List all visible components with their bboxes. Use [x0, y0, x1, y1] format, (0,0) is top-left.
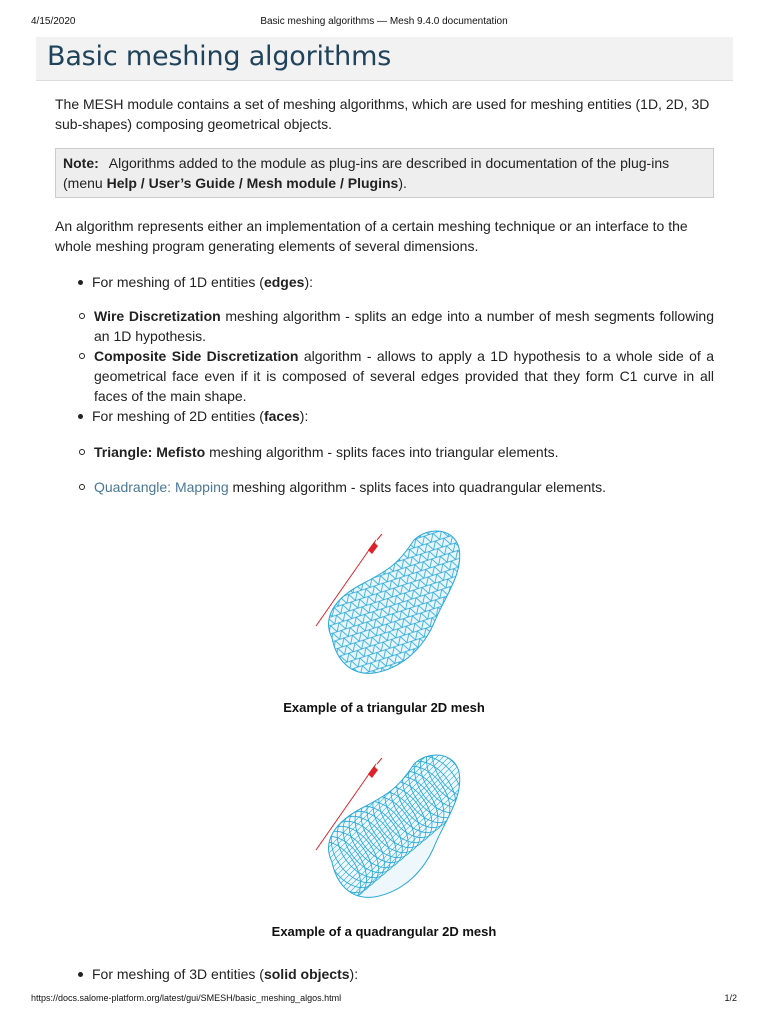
quadrangular-mesh-image	[294, 752, 474, 902]
print-header	[31, 16, 737, 30]
triangle-mefisto-desc: meshing algorithm - splits faces into triangular elements.	[205, 444, 559, 460]
wire-discretization-name: Wire Discretization	[94, 308, 221, 324]
quadrangle-mapping-desc: meshing algorithm - splits faces into quadrangular elements.	[228, 479, 607, 495]
item-2d-text: For meshing of 2D entities (	[92, 408, 264, 424]
page-number: 1/2	[724, 993, 737, 1003]
item-1d-bold: edges	[263, 274, 305, 290]
sub-list-2d	[55, 442, 714, 497]
note-text: Algorithms added to the module as plug-ins are described in documentation of the plug-ins (menu	[63, 155, 670, 191]
main-content	[55, 94, 714, 497]
triangle-mefisto-name: Triangle: Mefisto	[94, 444, 206, 460]
composite-side-desc: algorithm - allows to apply a 1D hypothesis to a whole side of a geometrical face even if it is composed of several edges provided that they form C1 curve in all faces of the main shape.	[94, 348, 714, 404]
page-title: Basic meshing algorithms	[47, 41, 392, 72]
quadrangular-mesh-surface	[294, 752, 474, 902]
note-menu-path: Help / User’s Guide / Mesh module / Plugins	[106, 175, 399, 191]
print-url: https://docs.salome-platform.org/latest/gui/SMESH/basic_meshing_algos.html	[31, 993, 342, 1003]
axis-marker-icon	[368, 766, 378, 778]
content-3d	[55, 964, 714, 984]
item-2d-bold: faces	[263, 408, 300, 424]
sub-list-1d	[55, 306, 714, 406]
item-3d-end: ):	[349, 966, 359, 982]
item-2d-end: ):	[299, 408, 309, 424]
list-item-composite-side	[55, 346, 714, 406]
triangular-mesh-surface	[294, 528, 474, 678]
list-item-triangle-mefisto	[55, 442, 714, 462]
sub-list-1d-container	[55, 306, 714, 406]
quadrangle-mapping-link[interactable]: Quadrangle: Mapping	[94, 479, 229, 495]
composite-side-name: Composite Side Discretization	[94, 348, 299, 364]
triangular-mesh-image	[294, 528, 474, 678]
page-title-bar	[36, 37, 733, 81]
item-3d-text: For meshing of 3D entities (	[92, 966, 264, 982]
wire-discretization-desc: meshing algorithm - splits an edge into a number of mesh segments following an 1D hypothesis.	[94, 308, 715, 344]
note-box	[55, 148, 714, 198]
dimension-list	[55, 272, 714, 497]
sub-list-2d-container	[55, 442, 714, 497]
dimension-list-3d	[55, 964, 714, 984]
axis-marker-icon	[368, 542, 378, 554]
print-footer	[31, 993, 737, 1007]
intro-paragraph: The MESH module contains a set of meshing algorithms, which are used for meshing entities (1D, 2D, 3D sub-shapes) composing geometrical objects.	[55, 96, 710, 132]
list-item-1d	[55, 272, 714, 292]
print-date: 4/15/2020	[31, 16, 76, 27]
print-document-title: Basic meshing algorithms — Mesh 9.4.0 documentation	[260, 16, 508, 27]
list-item-2d	[55, 406, 714, 426]
item-3d-bold: solid objects	[263, 966, 350, 982]
item-1d-text: For meshing of 1D entities (	[92, 274, 264, 290]
note-label: Note:	[63, 155, 99, 171]
list-item-3d	[55, 964, 714, 984]
item-1d-end: ):	[304, 274, 313, 290]
note-text-end: ).	[398, 175, 407, 191]
quadrangular-mesh-figure	[0, 752, 768, 939]
quadrangular-mesh-caption: Example of a quadrangular 2D mesh	[271, 924, 497, 939]
triangular-mesh-caption: Example of a triangular 2D mesh	[283, 700, 485, 715]
list-item-quadrangle-mapping	[55, 477, 714, 497]
triangular-mesh-figure	[0, 528, 768, 715]
list-item-wire-discretization	[55, 306, 714, 346]
algorithm-intro-paragraph: An algorithm represents either an implementation of a certain meshing technique or an interface to the whole meshing program generating elements of several dimensions.	[55, 218, 688, 254]
